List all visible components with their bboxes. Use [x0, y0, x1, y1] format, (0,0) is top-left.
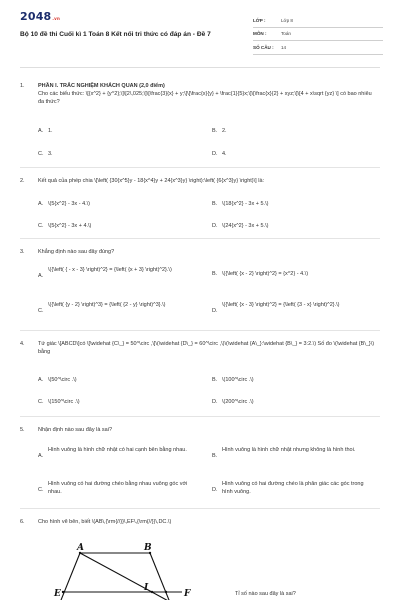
- meta-value: Lớp 8: [281, 17, 293, 23]
- meta-label: SỐ CÂU :: [253, 44, 274, 50]
- option-text: 2.: [222, 128, 227, 134]
- label-e: E: [54, 589, 61, 599]
- meta-value: 14: [281, 44, 287, 50]
- option-letter: C.: [38, 223, 44, 229]
- meta-row-count: [253, 41, 383, 55]
- label-a: A: [77, 543, 84, 553]
- option-text: \(5{x^2} - 3x - 4.\): [48, 201, 91, 207]
- option-letter: B.: [212, 453, 218, 459]
- question-number: 1.: [20, 83, 25, 89]
- option-letter: C.: [38, 399, 44, 405]
- option-text: Hình vuông có hai đường chéo bằng nhau vuông góc với nhau.: [48, 481, 188, 495]
- meta-label: LỚP :: [253, 17, 266, 23]
- option-letter: D.: [212, 151, 218, 157]
- option-letter: D.: [212, 308, 218, 314]
- option-letter: C.: [38, 308, 44, 314]
- header-divider: [20, 67, 380, 68]
- option-letter: D.: [212, 487, 218, 493]
- question-text: Tứ giác \[ABCD\]có \[\widehat {C\_} = 50^\circ ,\]\(\widehat {D\_} = 60^\circ ,\)\(\widehat {A\_}:\widehat {B\_} = 3:2.\) Số đo \(\widehat {B\_}\) bằng: [38, 341, 375, 355]
- option-text: \(18{x^2} - 3x + 5.\): [222, 201, 269, 207]
- logo-suffix: .vn: [52, 16, 60, 21]
- option-letter: A.: [38, 201, 44, 207]
- option-text: 1.: [48, 128, 53, 134]
- option-letter: B.: [212, 377, 218, 383]
- option-letter: A.: [38, 273, 44, 279]
- option-text: Hình vuông là hình chữ nhật có hai cạnh bên bằng nhau.: [48, 447, 187, 453]
- question-divider: [20, 167, 380, 168]
- label-f: F: [184, 589, 191, 599]
- option-text: Hình vuông có hai đường chéo là phân giác các góc trong hình vuông.: [222, 481, 364, 495]
- question-divider: [20, 330, 380, 331]
- section-heading: PHẦN I. TRẮC NGHIỆM KHÁCH QUAN (2,0 điểm): [38, 83, 165, 89]
- option-letter: B.: [212, 128, 218, 134]
- point-f: [165, 591, 167, 593]
- meta-row-subject: [253, 28, 383, 42]
- option-letter: B.: [212, 271, 218, 277]
- logo[interactable]: [20, 10, 60, 23]
- question-5: [20, 426, 380, 436]
- option-text: \({\left( {y - 2} \right)^3} = {\left( {2 - y} \right)^3}.\): [48, 302, 166, 308]
- question-number: 2.: [20, 178, 25, 184]
- option-text: \({\left( {x - 2} \right)^2} = {x^2} - 4.\): [222, 271, 309, 277]
- meta-table: [253, 14, 383, 55]
- option-text: \(100^\circ .\): [222, 377, 254, 383]
- option-text: \(24{x^2} - 3x + 5.\): [222, 223, 269, 229]
- page-title: Bộ 10 đề thi Cuối kì 1 Toán 8 Kết nối tri thức có đáp án - Đề 7: [20, 31, 211, 38]
- option-text: \(200^\circ .\): [222, 399, 254, 405]
- option-text: 3.: [48, 151, 53, 157]
- label-b: B: [144, 543, 152, 553]
- option-letter: A.: [38, 453, 44, 459]
- diagonal-ac: [80, 553, 185, 600]
- question-number: 3.: [20, 249, 25, 255]
- option-text: \(50^\circ .\): [48, 377, 77, 383]
- question-text: Nhận định nào sau đây là sai?: [38, 427, 112, 433]
- option-text: \({\left( { - x - 3} \right)^2} = {\left( {x + 3} \right)^2}.\): [48, 267, 172, 273]
- side-question-text: Tỉ số nào sau đây là sai?: [235, 591, 296, 597]
- question-text: Kết quả của phép chia \[\left( {30{x^5}y - 18{x^4}y + 24{x^3}y} \right):\left( {6{x^3}y} \right)\] là:: [38, 178, 265, 184]
- option-letter: D.: [212, 399, 218, 405]
- question-text-block: [38, 82, 378, 106]
- meta-label: MÔN :: [253, 31, 267, 37]
- question-6: [20, 518, 380, 528]
- question-number: 6.: [20, 519, 25, 525]
- option-letter: D.: [212, 223, 218, 229]
- option-letter: A.: [38, 128, 44, 134]
- option-text: 4.: [222, 151, 227, 157]
- meta-value: Toán: [281, 31, 291, 37]
- question-divider: [20, 416, 380, 417]
- option-letter: C.: [38, 487, 44, 493]
- logo-main: 2048: [20, 10, 52, 23]
- option-text: \(150^\circ .\): [48, 399, 80, 405]
- question-4: [20, 340, 380, 362]
- question-3: [20, 248, 380, 258]
- option-text: \({\left( {x - 3} \right)^2} = {\left( {3 - x} \right)^2}.\): [222, 302, 340, 308]
- question-divider: [20, 238, 380, 239]
- trapezoid-figure: [45, 540, 195, 600]
- question-text: Cho các biểu thức: \[{x^2} + {y^2};\]\[2\,025;\]\[\frac{3}{x} + y;\]\[\frac{x}{y} + \frac{1}{5}x;\]\[\frac{x}{2} + xyz;\]\[4 + x\sqrt {yz} \] có bao nhiêu đa thức?: [38, 91, 372, 105]
- meta-row-class: [253, 14, 383, 28]
- point-e: [62, 591, 64, 593]
- question-divider: [20, 508, 380, 509]
- option-text: Hình vuông là hình chữ nhật nhưng không là hình thoi.: [222, 447, 356, 453]
- question-number: 5.: [20, 427, 25, 433]
- question-1: [20, 82, 380, 142]
- question-text: Khẳng định nào sau đây đúng?: [38, 249, 115, 255]
- question-number: 4.: [20, 341, 25, 347]
- option-letter: B.: [212, 201, 218, 207]
- question-text: Cho hình vẽ bên, biết \(AB\,{\rm{//}}\,EF\,{\rm{//}}\,DC.\): [38, 519, 172, 525]
- option-letter: C.: [38, 151, 44, 157]
- label-i: I: [144, 583, 149, 593]
- question-2: [20, 177, 380, 187]
- option-text: \(5{x^2} - 3x + 4.\): [48, 223, 92, 229]
- point-i: [151, 591, 153, 593]
- option-letter: A.: [38, 377, 44, 383]
